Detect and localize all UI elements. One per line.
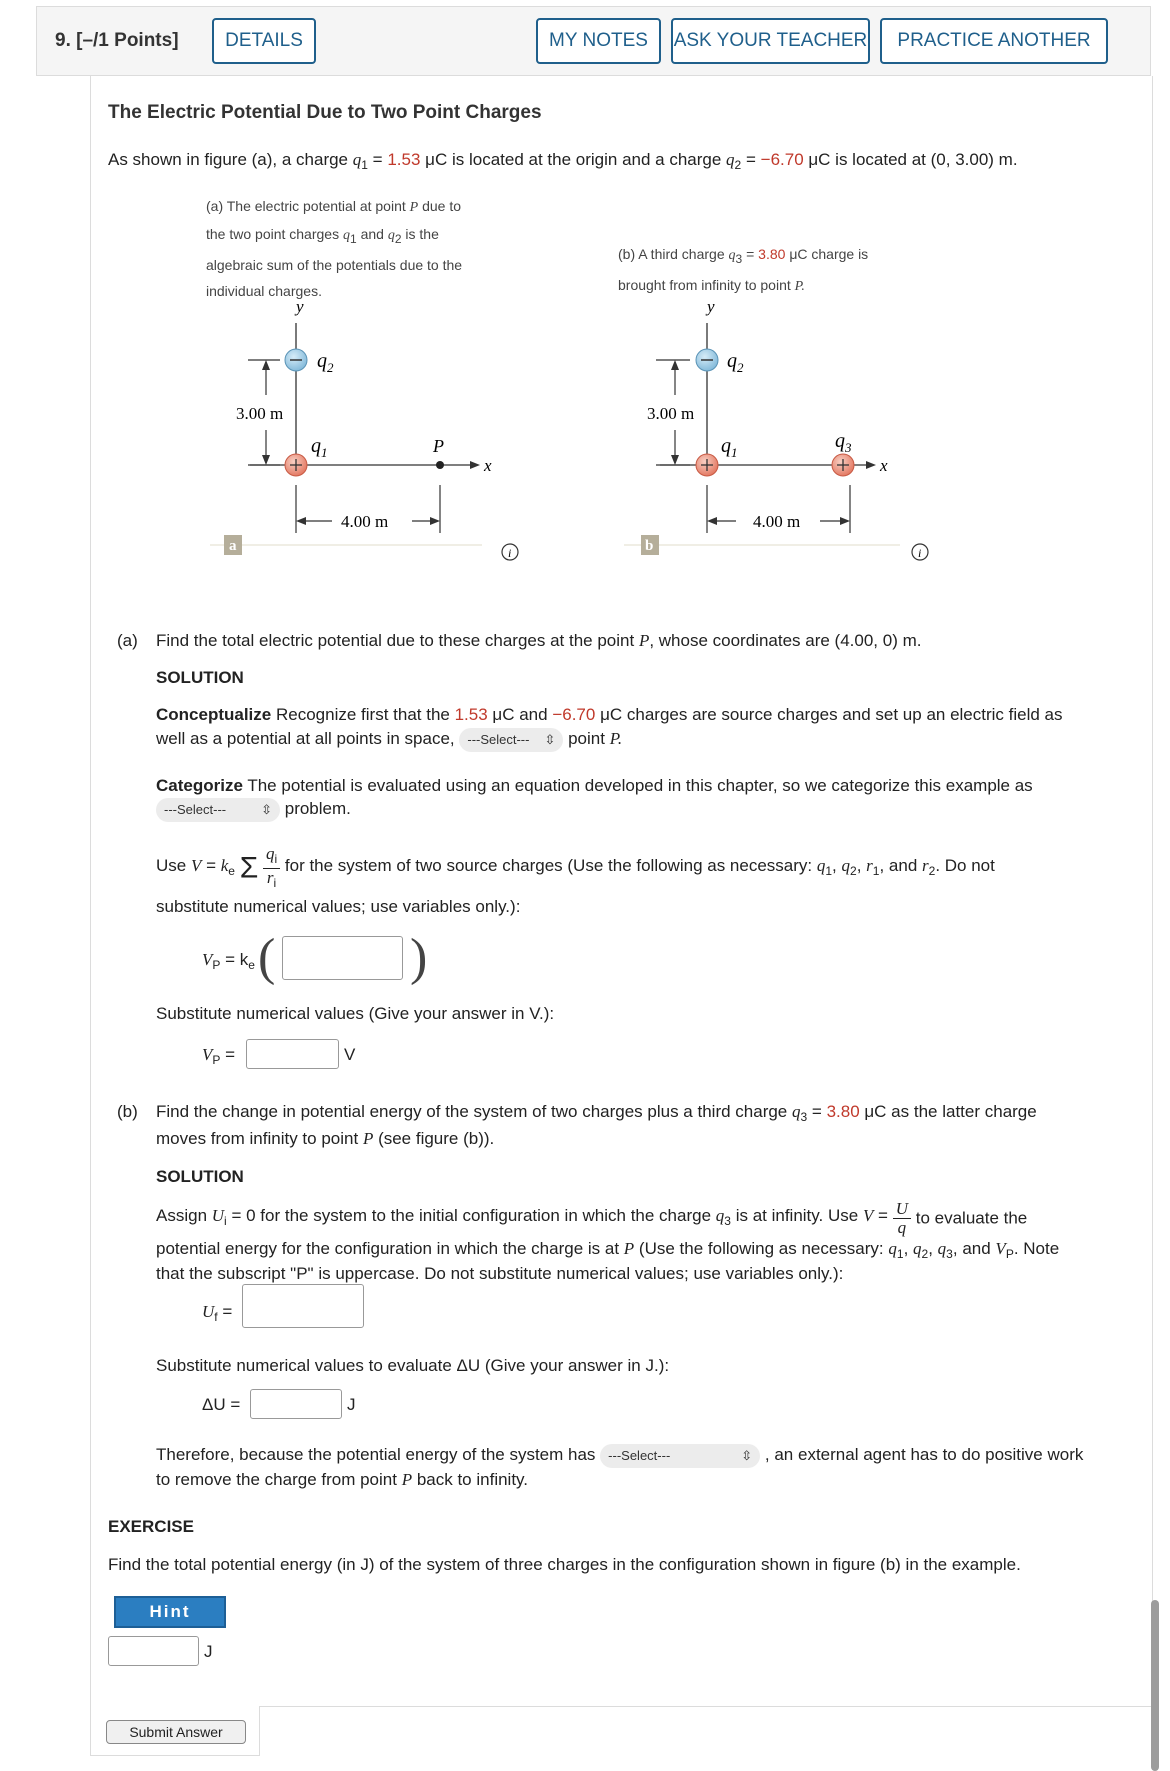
part-b-solution-heading: SOLUTION <box>156 1167 244 1186</box>
hdim-arrow-right <box>840 517 850 525</box>
problem-intro: As shown in figure (a), a charge $q_1 = 1.53$ μC is located at the origin and a charge $q_2 = -6.70$ μC is located at (0, 3.00) m. <box>108 150 1018 172</box>
y-axis-label: y <box>707 297 715 316</box>
dim-arrow-up <box>671 360 679 370</box>
select-dropdown-1[interactable]: ---Select--- ⇳ <box>459 728 563 752</box>
conceptualize-text-2: well as a potential at all points in space, ---Select--- ⇳ point P. <box>156 727 622 752</box>
point-p <box>436 461 444 469</box>
hint-button[interactable]: Hint <box>114 1596 226 1628</box>
x-axis-label: x <box>484 456 492 475</box>
exercise-text: Find the total potential energy (in J) of the system of three charges in the configuration shown in figure (b) in the example. <box>108 1555 1021 1574</box>
du-label: ΔU = <box>202 1395 241 1414</box>
use-formula-text-2: substitute numerical values; use variables only.): <box>156 897 521 916</box>
uf-input[interactable] <box>242 1284 364 1328</box>
part-a-label: (a) <box>117 631 138 650</box>
figure-a-caption: (a) The electric potential at point P due to the two point charges $q_1$ and $q_2$ is the algebraic sum of the potentials due to the individual charges. <box>206 198 463 299</box>
submit-answer-button[interactable]: Submit Answer <box>106 1720 246 1744</box>
figure-b <box>610 295 940 570</box>
assign-text-2: potential energy for the configuration in which the charge is at P (Use the following as necessary: $q_1$, $q_2$, $q_3$, and $V_P$. Note <box>156 1239 1060 1261</box>
p-label: P <box>433 436 444 456</box>
dim-arrow-up <box>262 360 270 370</box>
use-formula-text: Use $V = k_e$ Σ $\frac{q_i}{r_i}$ for the system of two source charges (Use the following as necessary: $q_1$, $q_2$, $r_1$, and $r_2$. Do not <box>156 844 995 890</box>
dim-arrow-down <box>262 455 270 465</box>
x-axis-arrow <box>866 461 876 469</box>
horizontal-distance-label: 4.00 m <box>341 512 389 531</box>
question-number: 9. [–/1 Points] <box>55 30 179 51</box>
q1-label: $q_1$ <box>721 435 738 460</box>
vp-symbolic-input[interactable] <box>282 936 403 980</box>
info-icon-glyph: i <box>508 546 512 560</box>
y-axis-label: y <box>296 297 304 316</box>
part-b-question-2: moves from infinity to point P (see figure (b)). <box>156 1129 495 1148</box>
panel-divider <box>260 1706 1151 1707</box>
exercise-unit: J <box>204 1642 213 1661</box>
assign-text-3: that the subscript "P" is uppercase. Do not substitute numerical values; use variables only.): <box>156 1264 844 1283</box>
ask-teacher-button[interactable]: ASK YOUR TEACHER <box>671 18 870 64</box>
x-axis-arrow <box>470 461 480 469</box>
vertical-distance-label: 3.00 m <box>236 404 284 423</box>
practice-another-button[interactable]: PRACTICE ANOTHER <box>880 18 1108 64</box>
vp-numeric-label: $V_P$ = <box>202 1045 236 1067</box>
vp-symbolic-label: $V_P = k_e$ <box>202 950 255 972</box>
dim-arrow-down <box>671 455 679 465</box>
part-b-question: Find the change in potential energy of the system of two charges plus a third charge $q_3 = 3.80$ μC as the latter charge <box>156 1102 1037 1124</box>
figure-a <box>200 295 520 570</box>
hdim-arrow-left <box>296 517 306 525</box>
figure-b-badge-label: b <box>645 538 654 554</box>
therefore-text: Therefore, because the potential energy of the system has ---Select--- ⇳ , an external agent has to do positive work <box>156 1443 1083 1468</box>
scrollbar-thumb[interactable] <box>1151 1600 1159 1771</box>
select-dropdown-3[interactable]: ---Select--- ⇳ <box>600 1444 760 1468</box>
assign-text: Assign $U_i = 0$ for the system to the initial configuration in which the charge $q_3$ is at infinity. Use V = $\frac{U}{q}$ to evaluate the <box>156 1199 1028 1237</box>
uf-label: $U_f$ = <box>202 1302 233 1324</box>
info-icon-glyph: i <box>918 546 922 560</box>
chevron-updown-icon: ⇳ <box>741 1447 753 1463</box>
right-paren: ) <box>410 929 428 986</box>
problem-title: The Electric Potential Due to Two Point Charges <box>108 102 542 123</box>
left-paren: ( <box>258 929 276 986</box>
chevron-updown-icon: ⇳ <box>544 731 556 747</box>
exercise-heading: EXERCISE <box>108 1517 194 1536</box>
q2-label: $q_2$ <box>317 350 334 375</box>
exercise-input[interactable] <box>108 1636 199 1666</box>
vertical-distance-label: 3.00 m <box>647 404 695 423</box>
chevron-updown-icon: ⇳ <box>261 801 272 817</box>
horizontal-distance-label: 4.00 m <box>753 512 801 531</box>
x-axis-label: x <box>880 456 888 475</box>
figure-a-badge-label: a <box>229 538 237 554</box>
hdim-arrow-left <box>707 517 717 525</box>
q2-label: $q_2$ <box>727 350 744 375</box>
select-dropdown-2[interactable]: ---Select--- ⇳ <box>156 798 280 822</box>
q3-label: $q_3$ <box>835 430 852 455</box>
du-input[interactable] <box>250 1389 342 1419</box>
unit-j: J <box>347 1395 356 1414</box>
part-b-label: (b) <box>117 1102 138 1121</box>
q1-label: $q_1$ <box>311 435 328 460</box>
unit-v: V <box>344 1045 356 1064</box>
part-a-solution-heading: SOLUTION <box>156 668 244 687</box>
categorize-text: Categorize The potential is evaluated using an equation developed in this chapter, so we categorize this example as <box>156 776 1033 795</box>
vp-numeric-input[interactable] <box>246 1039 339 1069</box>
question-header <box>36 6 1151 76</box>
my-notes-button[interactable]: MY NOTES <box>536 18 661 64</box>
therefore-text-2: to remove the charge from point P back to infinity. <box>156 1470 529 1489</box>
part-a-question: Find the total electric potential due to these charges at the point P, whose coordinates are (4.00, 0) m. <box>156 631 922 650</box>
figure-b-caption: (b) A third charge $q_3 = 3.80$ μC charge is brought from infinity to point P. <box>618 246 869 294</box>
substitute-text: Substitute numerical values (Give your answer in V.): <box>156 1004 555 1023</box>
conceptualize-text: Conceptualize Recognize first that the 1.53 μC and −6.70 μC charges are source charges and set up an electric field as <box>156 705 1063 724</box>
hdim-arrow-right <box>430 517 440 525</box>
categorize-text-2: ---Select--- ⇳ problem. <box>156 797 351 822</box>
details-button[interactable]: DETAILS <box>212 18 316 64</box>
substitute-du-text: Substitute numerical values to evaluate ΔU (Give your answer in J.): <box>156 1356 670 1375</box>
